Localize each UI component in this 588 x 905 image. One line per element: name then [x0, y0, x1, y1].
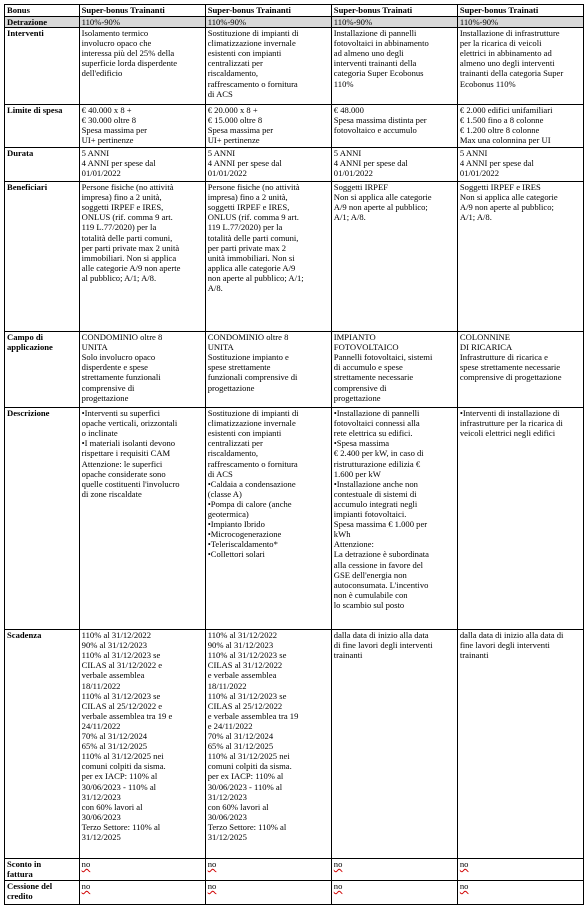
text-line: verbale assemblea tra 19 e — [81, 710, 173, 721]
cell-scadenza-4 — [457, 630, 583, 859]
text-line: spese strettamente — [207, 362, 271, 373]
text-line: per la ricarica di veicoli — [459, 38, 542, 49]
text-line: soggetti IRPEF e IRES, — [207, 202, 290, 213]
text-line: CILAS al 25/12/2022 — [207, 700, 283, 711]
cell-sconto-3 — [331, 859, 457, 881]
cell-limite-4 — [457, 105, 583, 148]
text-line: comprensive di — [81, 382, 135, 393]
text-line: funzionali comprensive di — [207, 372, 298, 383]
text-line: 65% al 31/12/2025 — [207, 741, 274, 752]
text-line: di fine lavori degli interventi — [333, 640, 433, 651]
text-line: La detrazione è subordinata — [333, 549, 429, 560]
text-line: progettazione — [207, 382, 255, 393]
text-line: trainanti della categoria Super — [459, 68, 564, 79]
text-line: comprensive di progettazione — [459, 372, 562, 383]
text-line: esistenti con impianti — [207, 428, 282, 439]
row-label-beneficiari: Beneficiari — [5, 182, 80, 332]
text-line: € 20.000 x 8 + — [207, 105, 258, 116]
text-line: categoria Super Ecobonus — [333, 68, 424, 79]
text-line: 90% al 31/12/2023 — [81, 640, 148, 651]
text-line: € 2.400 per kW, in caso di — [333, 448, 424, 459]
text-line: centralizzati per — [207, 438, 263, 449]
text-line: 01/01/2022 — [459, 168, 500, 179]
text-line: spese strettamente necessarie — [459, 362, 561, 373]
cell-durata-3 — [331, 148, 457, 182]
text-line: unità immobiliari. Non si — [207, 252, 295, 263]
text-line: A/9 non aperte al pubblico; — [459, 202, 554, 213]
text-line: Spesa massima per — [81, 125, 148, 136]
cell-detrazione-4: 110%-90% — [457, 17, 583, 28]
text-line: CILAS al 25/12/2022 e — [81, 700, 163, 711]
text-line: (classe A) — [207, 488, 242, 499]
text-line: impianti fotovoltaici. — [333, 509, 407, 520]
text-line: veicoli elettrici negli edifici — [459, 428, 556, 439]
text-line: € 1.500 fino a 8 colonne — [459, 115, 544, 126]
text-line: 30/06/2023 — [207, 811, 247, 822]
row-label-interventi: Interventi — [5, 28, 80, 105]
text-line: 110% — [333, 78, 354, 89]
text-line: •Pompa di calore (anche — [207, 498, 292, 509]
cell-cessione-2 — [205, 881, 331, 905]
text-line: 5 ANNI — [81, 148, 110, 159]
text-line: applica alle categorie A/9 — [207, 262, 296, 273]
text-line: € 30.000 oltre 8 — [81, 115, 137, 126]
text-line: comprensive di — [333, 382, 387, 393]
text-line: UNITA — [207, 342, 234, 353]
text-line: A/8. — [207, 283, 223, 294]
text-line: quelle costituenti l'involucro — [81, 478, 180, 489]
text-line: opache considerate sono — [81, 468, 166, 479]
row-label-cessione — [5, 881, 80, 905]
text-line: •Impianto Ibrido — [207, 519, 265, 530]
text-line: fotovoltaici in abbinamento — [333, 38, 429, 49]
text-line: 70% al 31/12/2024 — [207, 731, 274, 742]
header-row — [5, 5, 584, 17]
text-line: comuni colpiti da sisma. — [81, 761, 166, 772]
text-line: CILAS al 31/12/2022 e — [81, 660, 163, 671]
text-line: 110% al 31/12/2025 nei — [81, 751, 164, 762]
bonus-comparison-table — [4, 4, 584, 905]
text-line: 4 ANNI per spese dal — [333, 158, 408, 169]
text-line: fine lavori degli interventi — [459, 640, 550, 651]
header-col-3: Super-bonus Trainati — [331, 5, 457, 17]
text-line: DI RICARICA — [459, 342, 513, 353]
cell-limite-1 — [79, 105, 205, 148]
text-line: 30/06/2023 - 110% al — [81, 781, 157, 792]
text-line: fotovoltaico e accumulo — [333, 125, 417, 136]
text-line: verbale assemblea — [81, 670, 145, 681]
text-line: 90% al 31/12/2023 — [207, 640, 274, 651]
text-line: strettamente funzionali — [81, 372, 161, 383]
text-line: IMPIANTO — [333, 332, 376, 343]
cell-beneficiari-4 — [457, 182, 583, 332]
text-line: 5 ANNI — [207, 148, 236, 159]
cell-beneficiari-1 — [79, 182, 205, 332]
text-line: •Caldaia a condensazione — [207, 478, 296, 489]
text-line: geotermica) — [207, 509, 249, 520]
text-line: •Installazione anche non — [333, 478, 418, 489]
text-line: totalità delle parti comuni, — [81, 232, 173, 243]
cessione-value-3: no — [333, 881, 343, 892]
text-line: •Teleriscaldamento* — [207, 539, 278, 550]
text-line: 31/12/2025 — [81, 831, 121, 842]
text-line: Spesa massima per — [207, 125, 274, 136]
text-line: Non si applica alle categorie — [333, 192, 432, 203]
text-line: € 40.000 x 8 + — [81, 105, 132, 116]
text-line: fattura — [7, 869, 33, 880]
cell-interventi-1 — [79, 28, 205, 105]
cell-detrazione-2: 110%-90% — [205, 17, 331, 28]
cell-sconto-2 — [205, 859, 331, 881]
text-line: alla cessione in favore del — [333, 559, 424, 570]
row-scadenza — [5, 630, 584, 859]
text-line: 110% al 31/12/2025 nei — [207, 751, 290, 762]
text-line: rispettare i requisiti CAM — [81, 448, 171, 459]
text-line: 4 ANNI per spese dal — [81, 158, 156, 169]
text-line: Ecobonus 110% — [459, 78, 516, 89]
cell-detrazione-1: 110%-90% — [79, 17, 205, 28]
text-line: 31/12/2025 — [207, 831, 247, 842]
text-line: CONDOMINIO oltre 8 — [81, 332, 163, 343]
text-line: involucro opaco che — [81, 38, 152, 49]
text-line: 110% al 31/12/2022 — [207, 630, 278, 641]
cell-sconto-1 — [79, 859, 205, 881]
text-line: impresa) fino a 2 unità, — [81, 192, 162, 203]
row-sconto — [5, 859, 584, 881]
text-line: 31/12/2023 — [207, 791, 247, 802]
text-line: Terzo Settore: 110% al — [207, 821, 287, 832]
text-line: 31/12/2023 — [81, 791, 121, 802]
text-line: ristrutturazione edilizia € — [333, 458, 421, 469]
text-line: € 1.200 oltre 8 colonne — [459, 125, 540, 136]
cell-campo-3 — [331, 332, 457, 408]
text-line: Soggetti IRPEF — [333, 182, 388, 193]
text-line: elettrici in abbinamento ad — [459, 48, 552, 59]
text-line: con 60% lavori al — [81, 801, 143, 812]
cell-campo-4 — [457, 332, 583, 408]
text-line: Sostituzione impianto e — [207, 352, 289, 363]
text-line: impresa) fino a 2 unità, — [207, 192, 288, 203]
text-line: riscaldamento, — [207, 448, 259, 459]
cell-descrizione-2 — [205, 408, 331, 630]
text-line: UNITA — [81, 342, 108, 353]
text-line: •Interventi su superfici — [81, 408, 161, 419]
sconto-value-1: no — [81, 859, 91, 870]
text-line: UI+ pertinenze — [81, 135, 134, 146]
row-label-campo — [5, 332, 80, 408]
header-col-4: Super-bonus Trainati — [457, 5, 583, 17]
text-line: •Installazione di pannelli — [333, 408, 420, 419]
text-line: lo scambio sul posto — [333, 599, 405, 610]
text-line: Pannelli fotovoltaici, sistemi — [333, 352, 433, 363]
cell-durata-4 — [457, 148, 583, 182]
cessione-value-4: no — [459, 881, 469, 892]
row-detrazione — [5, 17, 584, 28]
text-line: raffrescamento o fornitura — [207, 458, 298, 469]
text-line: 01/01/2022 — [333, 168, 373, 179]
cell-campo-1 — [79, 332, 205, 408]
text-line: ad almeno uno degli — [333, 48, 404, 59]
row-label-scadenza: Scadenza — [5, 630, 80, 859]
text-line: non è cumulabile con — [333, 589, 408, 600]
text-line: Sostituzione di impianti di — [207, 408, 299, 419]
row-campo — [5, 332, 584, 408]
cell-interventi-4 — [457, 28, 583, 105]
text-line: Persone fisiche (no attività — [81, 182, 174, 193]
text-line: superficie lorda disperdente — [81, 58, 178, 69]
cessione-value-2: no — [207, 881, 217, 892]
text-line: di zone riscaldate — [81, 488, 142, 499]
text-line: e 24/11/2022 — [207, 720, 253, 731]
text-line: 110% al 31/12/2023 se — [81, 650, 161, 661]
text-line: Isolamento termico — [81, 28, 149, 39]
text-line: Attenzione: le superfici — [81, 458, 163, 469]
text-line: o inclinate — [81, 428, 118, 439]
text-line: interventi trainanti della — [333, 58, 417, 69]
cell-descrizione-1 — [79, 408, 205, 630]
text-line: di accumulo e spese — [333, 362, 403, 373]
row-cessione — [5, 881, 584, 905]
cell-scadenza-1 — [79, 630, 205, 859]
text-line: Infrastrutture di ricarica e — [459, 352, 548, 363]
text-line: Installazione di pannelli — [333, 28, 417, 39]
row-beneficiari — [5, 182, 584, 332]
sconto-value-3: no — [333, 859, 343, 870]
text-line: CILAS al 31/12/2022 — [207, 660, 283, 671]
text-line: contestuale di sistemi di — [333, 488, 417, 499]
text-line: soggetti IRPEF e IRES, — [81, 202, 164, 213]
text-line: 18/11/2022 — [207, 680, 247, 691]
text-line: 18/11/2022 — [81, 680, 121, 691]
text-line: centralizzati per — [207, 58, 263, 69]
text-line: riscaldamento, — [207, 68, 259, 79]
text-line: 110% al 31/12/2023 se — [207, 690, 287, 701]
text-line: 01/01/2022 — [81, 168, 121, 179]
cell-interventi-2 — [205, 28, 331, 105]
cell-interventi-3 — [331, 28, 457, 105]
text-line: •Spesa massima — [333, 438, 390, 449]
text-line: •Collettori solari — [207, 549, 265, 560]
text-line: 110% al 31/12/2023 se — [207, 650, 287, 661]
text-line: A/9 non aperte al pubblico; — [333, 202, 428, 213]
cell-durata-1 — [79, 148, 205, 182]
text-line: Solo involucro opaco — [81, 352, 156, 363]
cell-sconto-4 — [457, 859, 583, 881]
text-line: kWh — [333, 529, 351, 540]
text-line: 70% al 31/12/2024 — [81, 731, 148, 742]
text-line: 5 ANNI — [333, 148, 362, 159]
text-line: Cessione del — [7, 881, 53, 892]
text-line: Spesa massima € 1.000 per — [333, 519, 428, 530]
cell-durata-2 — [205, 148, 331, 182]
text-line: 4 ANNI per spese dal — [207, 158, 282, 169]
row-durata — [5, 148, 584, 182]
row-label-descrizione: Descrizione — [5, 408, 80, 630]
row-descrizione — [5, 408, 584, 630]
cell-beneficiari-2 — [205, 182, 331, 332]
header-col-1: Super-bonus Trainanti — [79, 5, 205, 17]
text-line: totalità delle parti comuni, — [207, 232, 299, 243]
text-line: per parti private max 2 unità — [81, 242, 180, 253]
cell-beneficiari-3 — [331, 182, 457, 332]
text-line: progettazione — [81, 392, 129, 403]
text-line: progettazione — [333, 392, 381, 403]
row-interventi — [5, 28, 584, 105]
text-line: trainanti — [459, 650, 489, 661]
text-line: UI+ pertinenze — [207, 135, 260, 146]
cell-descrizione-3 — [331, 408, 457, 630]
cell-scadenza-2 — [205, 630, 331, 859]
text-line: per parti private max 2 — [207, 242, 286, 253]
text-line: Persone fisiche (no attività — [207, 182, 300, 193]
text-line: Attenzione: — [333, 539, 374, 550]
text-line: 01/01/2022 — [207, 168, 247, 179]
header-bonus: Bonus — [5, 5, 80, 17]
sconto-value-2: no — [207, 859, 217, 870]
text-line: immobiliari. Non si applica — [81, 252, 177, 263]
text-line: infrastrutture per la ricarica di — [459, 418, 563, 429]
text-line: COLONNINE — [459, 332, 510, 343]
text-line: interessa più del 25% della — [81, 48, 175, 59]
text-line: € 15.000 oltre 8 — [207, 115, 263, 126]
text-line: Sconto in — [7, 859, 42, 870]
text-line: e verbale assemblea — [207, 670, 277, 681]
cell-descrizione-4 — [457, 408, 583, 630]
text-line: comuni colpiti da sisma. — [207, 761, 292, 772]
cell-cessione-1 — [79, 881, 205, 905]
text-line: Terzo Settore: 110% al — [81, 821, 161, 832]
text-line: ONLUS (rif. comma 9 art. — [81, 212, 173, 223]
row-label-sconto — [5, 859, 80, 881]
text-line: trainanti — [333, 650, 363, 661]
text-line: credito — [7, 891, 33, 902]
text-line: accumulo integrati negli — [333, 498, 418, 509]
text-line: 119 L.77/2020) per la — [81, 222, 157, 233]
text-line: dalla data di inizio alla data — [333, 630, 429, 641]
text-line: disperdente e spese — [81, 362, 148, 373]
text-line: GSE dell'energia non — [333, 569, 407, 580]
text-line: rete elettrica su edifici. — [333, 428, 413, 439]
text-line: climatizzazione invernale — [207, 38, 296, 49]
text-line: •I materiali isolanti devono — [81, 438, 176, 449]
text-line: dell'edificio — [81, 68, 123, 79]
text-line: alle categorie A/9 non aperte — [81, 262, 181, 273]
row-label-limite: Limite di spesa — [5, 105, 80, 148]
cell-limite-2 — [205, 105, 331, 148]
text-line: •Interventi di installazione di — [459, 408, 560, 419]
text-line: e verbale assemblea tra 19 — [207, 710, 299, 721]
cell-cessione-3 — [331, 881, 457, 905]
cell-cessione-4 — [457, 881, 583, 905]
text-line: esistenti con impianti — [207, 48, 282, 59]
text-line: CONDOMINIO oltre 8 — [207, 332, 289, 343]
text-line: 30/06/2023 — [81, 811, 121, 822]
text-line: climatizzazione invernale — [207, 418, 296, 429]
text-line: ONLUS (rif. comma 9 art. — [207, 212, 299, 223]
row-limite — [5, 105, 584, 148]
text-line: 65% al 31/12/2025 — [81, 741, 148, 752]
row-label-durata: Durata — [5, 148, 80, 182]
text-line: 119 L.77/2020) per la — [207, 222, 283, 233]
cell-detrazione-3: 110%-90% — [331, 17, 457, 28]
text-line: Spesa massima distinta per — [333, 115, 427, 126]
row-label-detrazione: Detrazione — [5, 17, 80, 28]
text-line: Non si applica alle categorie — [459, 192, 558, 203]
text-line: 24/11/2022 — [81, 720, 121, 731]
text-line: Installazione di infrastrutture — [459, 28, 560, 39]
sconto-value-4: no — [459, 859, 469, 870]
text-line: 110% al 31/12/2023 se — [81, 690, 161, 701]
text-line: autoconsumata. L'incentivo — [333, 579, 429, 590]
text-line: Soggetti IRPEF e IRES — [459, 182, 541, 193]
text-line: strettamente necessarie — [333, 372, 414, 383]
text-line: di ACS — [207, 468, 233, 479]
text-line: Sostituzione di impianti di — [207, 28, 299, 39]
cell-scadenza-3 — [331, 630, 457, 859]
text-line: non aperte al pubblico; A/1; — [207, 272, 304, 283]
text-line: A/1; A/8. — [333, 212, 366, 223]
text-line: con 60% lavori al — [207, 801, 269, 812]
text-line: •Microcogenerazione — [207, 529, 282, 540]
text-line: per ex IACP: 110% al — [207, 771, 284, 782]
text-line: fotovoltaici connessi alla — [333, 418, 420, 429]
text-line: almeno uno degli interventi — [459, 58, 555, 69]
text-line: per ex IACP: 110% al — [81, 771, 158, 782]
text-line: Campo di — [7, 332, 44, 343]
text-line: € 48.000 — [333, 105, 364, 116]
text-line: A/1; A/8. — [459, 212, 492, 223]
text-line: 5 ANNI — [459, 148, 488, 159]
text-line: dalla data di inizio alla data di — [459, 630, 564, 641]
text-line: opache verticali, orizzontali — [81, 418, 178, 429]
text-line: 30/06/2023 - 110% al — [207, 781, 283, 792]
cell-limite-3 — [331, 105, 457, 148]
cessione-value-1: no — [81, 881, 91, 892]
text-line: 110% al 31/12/2022 — [81, 630, 152, 641]
text-line: di ACS — [207, 88, 233, 99]
text-line: al pubblico; A/1; A/8. — [81, 272, 157, 283]
header-col-2: Super-bonus Trainanti — [205, 5, 331, 17]
text-line: 1.600 per kW — [333, 468, 381, 479]
text-line: FOTOVOLTAICO — [333, 342, 399, 353]
text-line: 4 ANNI per spese dal — [459, 158, 534, 169]
text-line: Max una colonnina per UI — [459, 135, 551, 146]
cell-campo-2 — [205, 332, 331, 408]
text-line: applicazione — [7, 342, 53, 353]
text-line: raffrescamento o fornitura — [207, 78, 298, 89]
text-line: € 2.000 edifici unifamiliari — [459, 105, 553, 116]
